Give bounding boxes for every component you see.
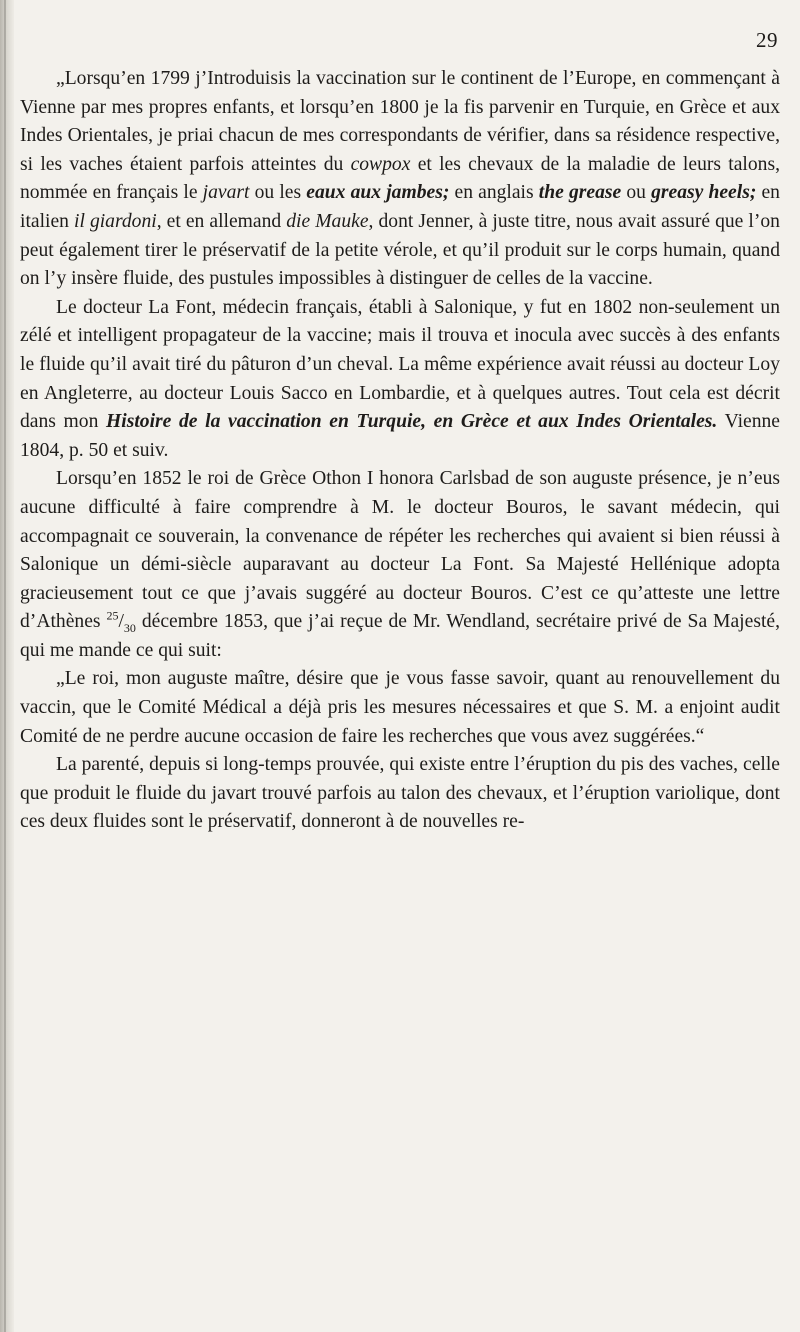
binding-edge-line — [4, 0, 6, 1332]
date-fraction-numerator: 25 — [106, 608, 119, 623]
paragraph-4-quote — [20, 665, 780, 751]
p1-text-d: en anglais — [449, 182, 539, 204]
term-il-giardoni: il giardoni — [74, 210, 157, 232]
body-text — [20, 65, 780, 837]
book-title: Histoire de la vaccination en Turquie, en Grèce et aux Indes Orientales. — [106, 411, 718, 433]
binding-gutter — [0, 0, 14, 1332]
p2-text-a: Le docteur La Font, médecin français, établi à Salonique, y fut en 1802 non-seulement un zélé et intelligent propagateur de la vaccine; mais il trouva et inocula avec succès à des enfants le fluide qu’il avait tiré du pâturon d’un cheval. La même expérience avait réussi au docteur Loy en Angleterre, au docteur Louis Sacco en Lombardie, et à quelques autres. Tout cela est décrit dans mon — [20, 296, 780, 433]
p1-text-g: , et en allemand — [156, 210, 287, 232]
term-eaux-aux-jambes: eaux aux jambes; — [306, 182, 450, 204]
p3-text-a: Lorsqu’en 1852 le roi de Grèce Othon I honora Carlsbad de son auguste présence, je n’eus aucune difficulté à faire comprendre à M. le docteur Bouros, le savant médecin, qui accompagnait ce souverain, la convenance de répéter les recherches qui avaient si bien réussi à Salonique un démi-siècle auparavant au docteur La Font. Sa Majesté Hellénique adopta gracieusement tout ce que j’avais suggéré au docteur Bouros. C’est ce qu’atteste une lettre d’Athènes — [20, 468, 780, 633]
paragraph-2 — [20, 294, 780, 466]
p1-text-h: , dont Jenner, à juste titre, nous avait assuré que l’on peut également tirer le préservatif de la petite vérole, et qu’il produit sur le corps humain, quand on l’y insère fluide, des pustules impossibles à distinguer de celles de la vaccine. — [20, 210, 780, 290]
paragraph-3 — [20, 465, 780, 665]
p1-text-f: en italien — [20, 182, 780, 232]
p1-text-c: ou les — [249, 182, 307, 204]
date-fraction-denominator: 30 — [123, 621, 136, 636]
term-die-mauke: die Mauke — [286, 210, 369, 232]
term-the-grease: the grease — [538, 182, 622, 204]
page-number: 29 — [756, 28, 778, 52]
p1-text-b: et les chevaux de la maladie de leurs talons, nommée en français le — [20, 153, 780, 204]
p4-text-a: „Le roi, mon auguste maître, désire que je vous fasse savoir, quant au renouvellement du vaccin, que le Comité Médical a déjà pris les mesures nécessaires et que S. M. a enjoint audit Comité de ne perdre aucune occasion de faire les recherches que vous avez suggérées.“ — [20, 668, 780, 747]
p5-text-a: La parenté, depuis si long-temps prouvée, qui existe entre l’éruption du pis des vaches, celle que produit le fluide du javart trouvé parfois au talon des chevaux, et l’éruption variolique, dont ces deux fluides sont le préservatif, donneront à de nouvelles re- — [20, 754, 780, 833]
p1-text-a: „Lorsqu’en 1799 j’Introduisis la vaccination sur le continent de l’Europe, en commençant à Vienne par mes propres enfants, et lorsqu’en 1800 je la fis parvenir en Turquie, en Grèce et aux Indes Orientales, je priai chacun de mes correspondants de vérifier, dans sa résidence respective, si les vaches étaient parfois atteintes du — [20, 68, 780, 175]
paragraph-5 — [20, 751, 780, 837]
date-fraction-separator: / — [118, 611, 124, 633]
p3-text-b: décembre 1853, que j’ai reçue de Mr. Wendland, secrétaire privé de Sa Majesté, qui me mande ce qui suit: — [20, 611, 780, 661]
p2-text-b: Vienne 1804, p. 50 et suiv. — [20, 411, 781, 461]
paragraph-1 — [20, 65, 780, 294]
term-cowpox: cowpox — [350, 153, 411, 175]
term-javart: javart — [202, 182, 250, 204]
p1-text-e: ou — [621, 182, 652, 204]
term-greasy-heels: greasy heels; — [651, 182, 757, 204]
